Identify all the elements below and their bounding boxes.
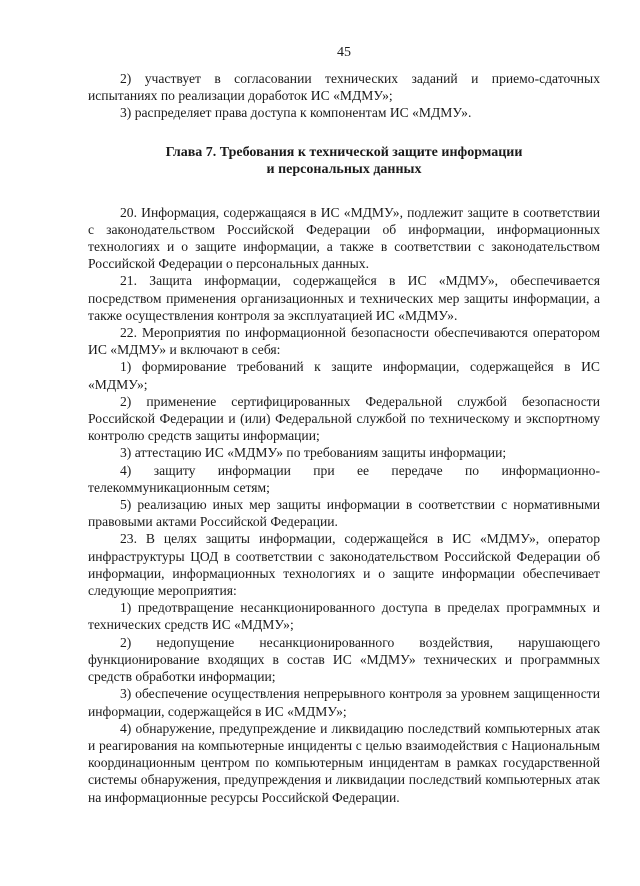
document-page: [88, 0, 600, 886]
paragraph: 21. Защита информации, содержащейся в ИС «МДМУ», обеспечивается посредством применения организационных и технических мер защиты информации, а также осуществления контроля за эксплуатацией ИС «МДМУ».: [88, 273, 600, 323]
chapter-title: [88, 144, 600, 179]
list-item: 2) участвует в согласовании технических заданий и приемо-сдаточных испытаниях по реализации доработок ИС «МДМУ»;: [88, 71, 600, 104]
list-item: 5) реализацию иных мер защиты информации в соответствии с нормативными правовыми актами Российской Федерации.: [88, 497, 600, 530]
paragraph: 22. Мероприятия по информационной безопасности обеспечиваются оператором ИС «МДМУ» и включают в себя:: [88, 325, 600, 358]
page-content: [88, 70, 600, 806]
paragraph: 20. Информация, содержащаяся в ИС «МДМУ», подлежит защите в соответствии с законодательством Российской Федерации об информации, информационных технологиях и о защите информации, а также в соответствии с законодательством Российской Федерации о персональных данных.: [88, 204, 600, 272]
page-number: 45: [337, 45, 351, 60]
list-item: 2) применение сертифицированных Федеральной службой безопасности Российской Федерации и (или) Федеральной службой по техническому и экспортному контролю средств защиты информации;: [88, 393, 600, 444]
chapter-title-line: и персональных данных: [266, 162, 422, 178]
paragraph: 23. В целях защиты информации, содержащейся в ИС «МДМУ», оператор инфраструктуры ЦОД в соответствии с законодательством Российской Федерации об информации, информационных технологиях и о защите информации обеспечивает следующие мероприятия:: [88, 531, 600, 599]
list-item: 4) защиту информации при ее передаче по информационно-телекоммуникационным сетям;: [88, 462, 600, 495]
list-item: 3) распределяет права доступа к компонентам ИС «МДМУ».: [120, 105, 472, 121]
chapter-title-line: Глава 7. Требования к технической защите информации: [165, 144, 523, 160]
list-item: 3) аттестацию ИС «МДМУ» по требованиям защиты информации;: [120, 445, 507, 461]
list-item: 4) обнаружение, предупреждение и ликвидацию последствий компьютерных атак и реагирования на компьютерные инциденты с целью взаимодействия с Национальным координационным центром по компьютерным инцидентам в рамках государственной системы обнаружения, предупреждения и ликвидации последствий компьютерных атак на информационные ресурсы Российской Федерации.: [88, 720, 600, 805]
list-item: 2) недопущение несанкционированного воздействия, нарушающего функционирование входящих в состав ИС «МДМУ» технических и программных средств обработки информации;: [88, 634, 600, 685]
list-item: 1) формирование требований к защите информации, содержащейся в ИС «МДМУ»;: [88, 359, 600, 392]
list-item: 3) обеспечение осуществления непрерывного контроля за уровнем защищенности информации, содержащейся в ИС «МДМУ»;: [88, 686, 600, 719]
list-item: 1) предотвращение несанкционированного доступа в пределах программных и технических средств ИС «МДМУ»;: [88, 600, 600, 633]
